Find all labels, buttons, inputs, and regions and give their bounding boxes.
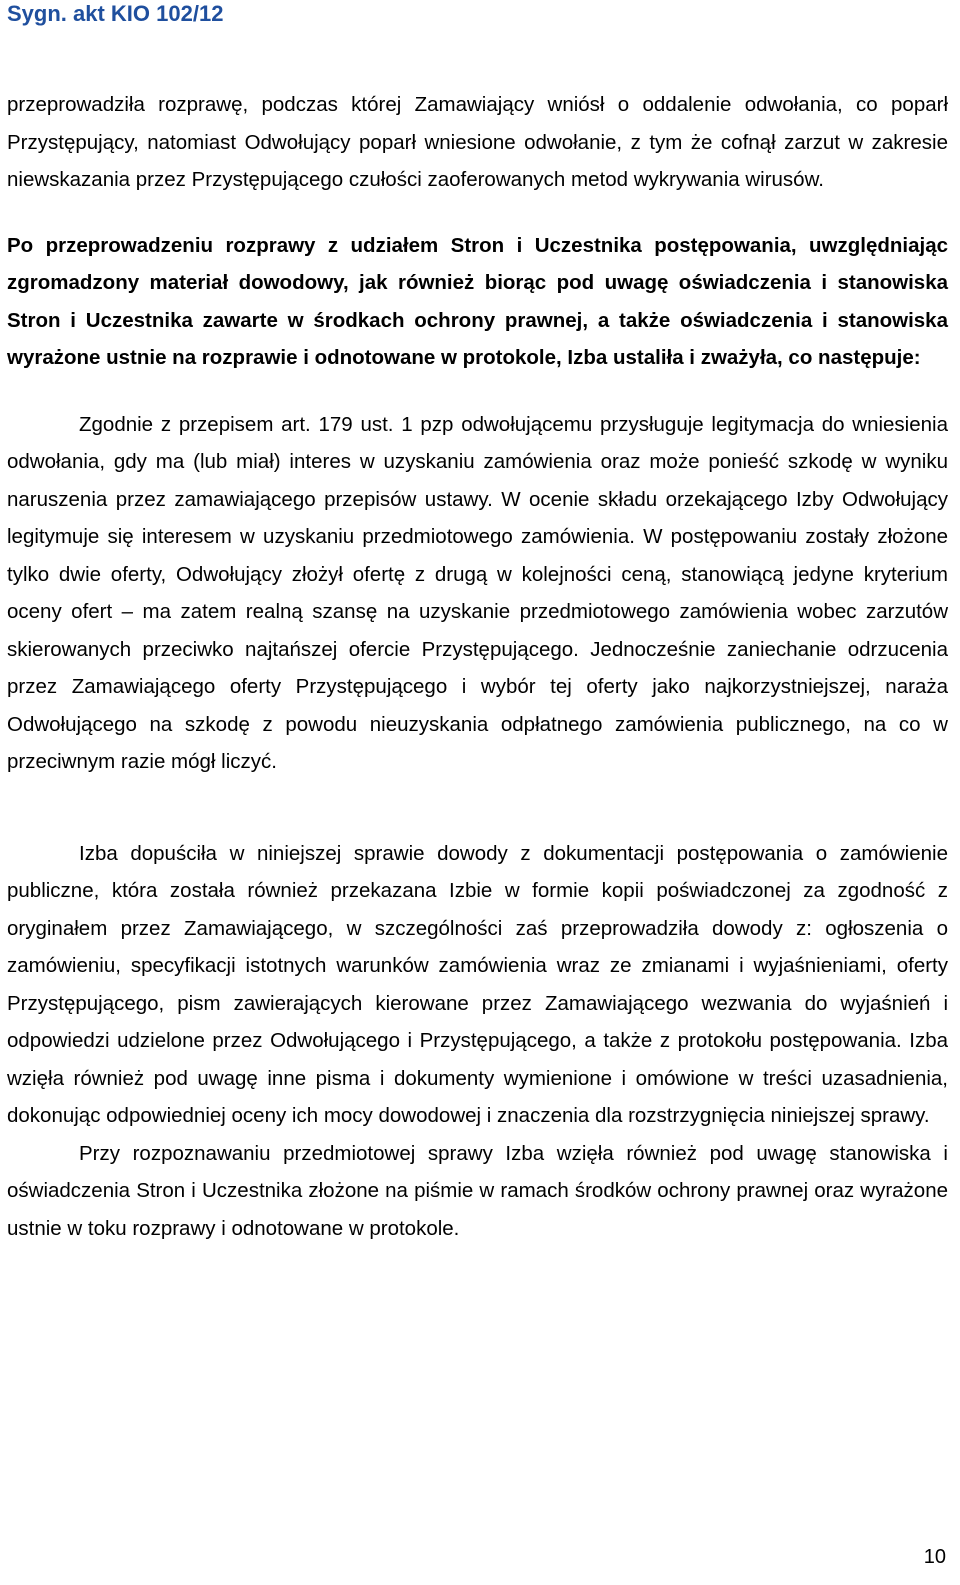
paragraph-hearing: przeprowadziła rozprawę, podczas której Zamawiający wniósł o oddalenie odwołania, co poparł Przystępujący, natomiast Odwołujący poparł wniesione odwołanie, z tym że cofnął zarzut w zakresie niewskazania przez Przystępującego czułości zaoferowanych metod wykrywania wirusów. bbox=[7, 93, 948, 191]
paragraph-evidence: Izba dopuściła w niniejszej sprawie dowody z dokumentacji postępowania o zamówienie publiczne, która została również przekazana Izbie w formie kopii poświadczonej za zgodność z oryginałem przez Zamawiającego, w szczególności zaś przeprowadziła dowody z: ogłoszenia o zamówieniu, specyfikacji istotnych warunków zamówienia wraz ze zmianami i wyjaśnieniami, oferty Przystępującego, pism zawierających kierowane przez Zamawiającego wezwania do wyjaśnień i odpowiedzi udzielone przez Odwołującego i Przystępującego, a także z protokołu postępowania. Izba wzięła również pod uwagę inne pisma i dokumenty wymienione i omówione w treści uzasadnienia, dokonując odpowiedniej oceny ich mocy dowodowej i znaczenia dla rozstrzygnięcia niniejszej sprawy. bbox=[7, 841, 948, 1127]
paragraph-positions: Przy rozpoznawaniu przedmiotowej sprawy Izba wzięła również pod uwagę stanowiska i oświadczenia Stron i Uczestnika złożone na piśmie w ramach środków ochrony prawnej oraz wyrażone ustnie w toku rozprawy i odnotowane w protokole. bbox=[7, 1141, 948, 1240]
document-header: Sygn. akt KIO 102/12 bbox=[7, 1, 224, 26]
paragraph-findings-intro: Po przeprowadzeniu rozprawy z udziałem Stron i Uczestnika postępowania, uwzględniając zgromadzony materiał dowodowy, jak również biorąc pod uwagę oświadczenia i stanowiska Stron i Uczestnika zawarte w środkach ochrony prawnej, a także oświadczenia i stanowiska wyrażone ustnie na rozprawie i odnotowane w protokole, Izba ustaliła i zważyła, co następuje: bbox=[7, 233, 948, 369]
document-body bbox=[7, 86, 948, 1247]
page-number: 10 bbox=[923, 1546, 946, 1568]
paragraph-legal-standing: Zgodnie z przepisem art. 179 ust. 1 pzp odwołującemu przysługuje legitymacja do wniesienia odwołania, gdy ma (lub miał) interes w uzyskaniu zamówienia oraz może ponieść szkodę w wyniku naruszenia przez zamawiającego przepisów ustawy. W ocenie składu orzekającego Izby Odwołujący legitymuje się interesem w uzyskaniu przedmiotowego zamówienia. W postępowaniu zostały złożone tylko dwie oferty, Odwołujący złożył ofertę z drugą w kolejności ceną, stanowiącą jedyne kryterium oceny ofert – ma zatem realną szansę na uzyskanie przedmiotowego zamówienia wobec zarzutów skierowanych przeciwko najtańszej ofercie Przystępującego. Jednocześnie zaniechanie odrzucenia przez Zamawiającego oferty Przystępującego i wybór tej oferty jako najkorzystniejszej, naraża Odwołującego na szkodę z powodu nieuzyskania odpłatnego zamówienia publicznego, na co w przeciwnym razie mógł liczyć. bbox=[7, 412, 948, 773]
